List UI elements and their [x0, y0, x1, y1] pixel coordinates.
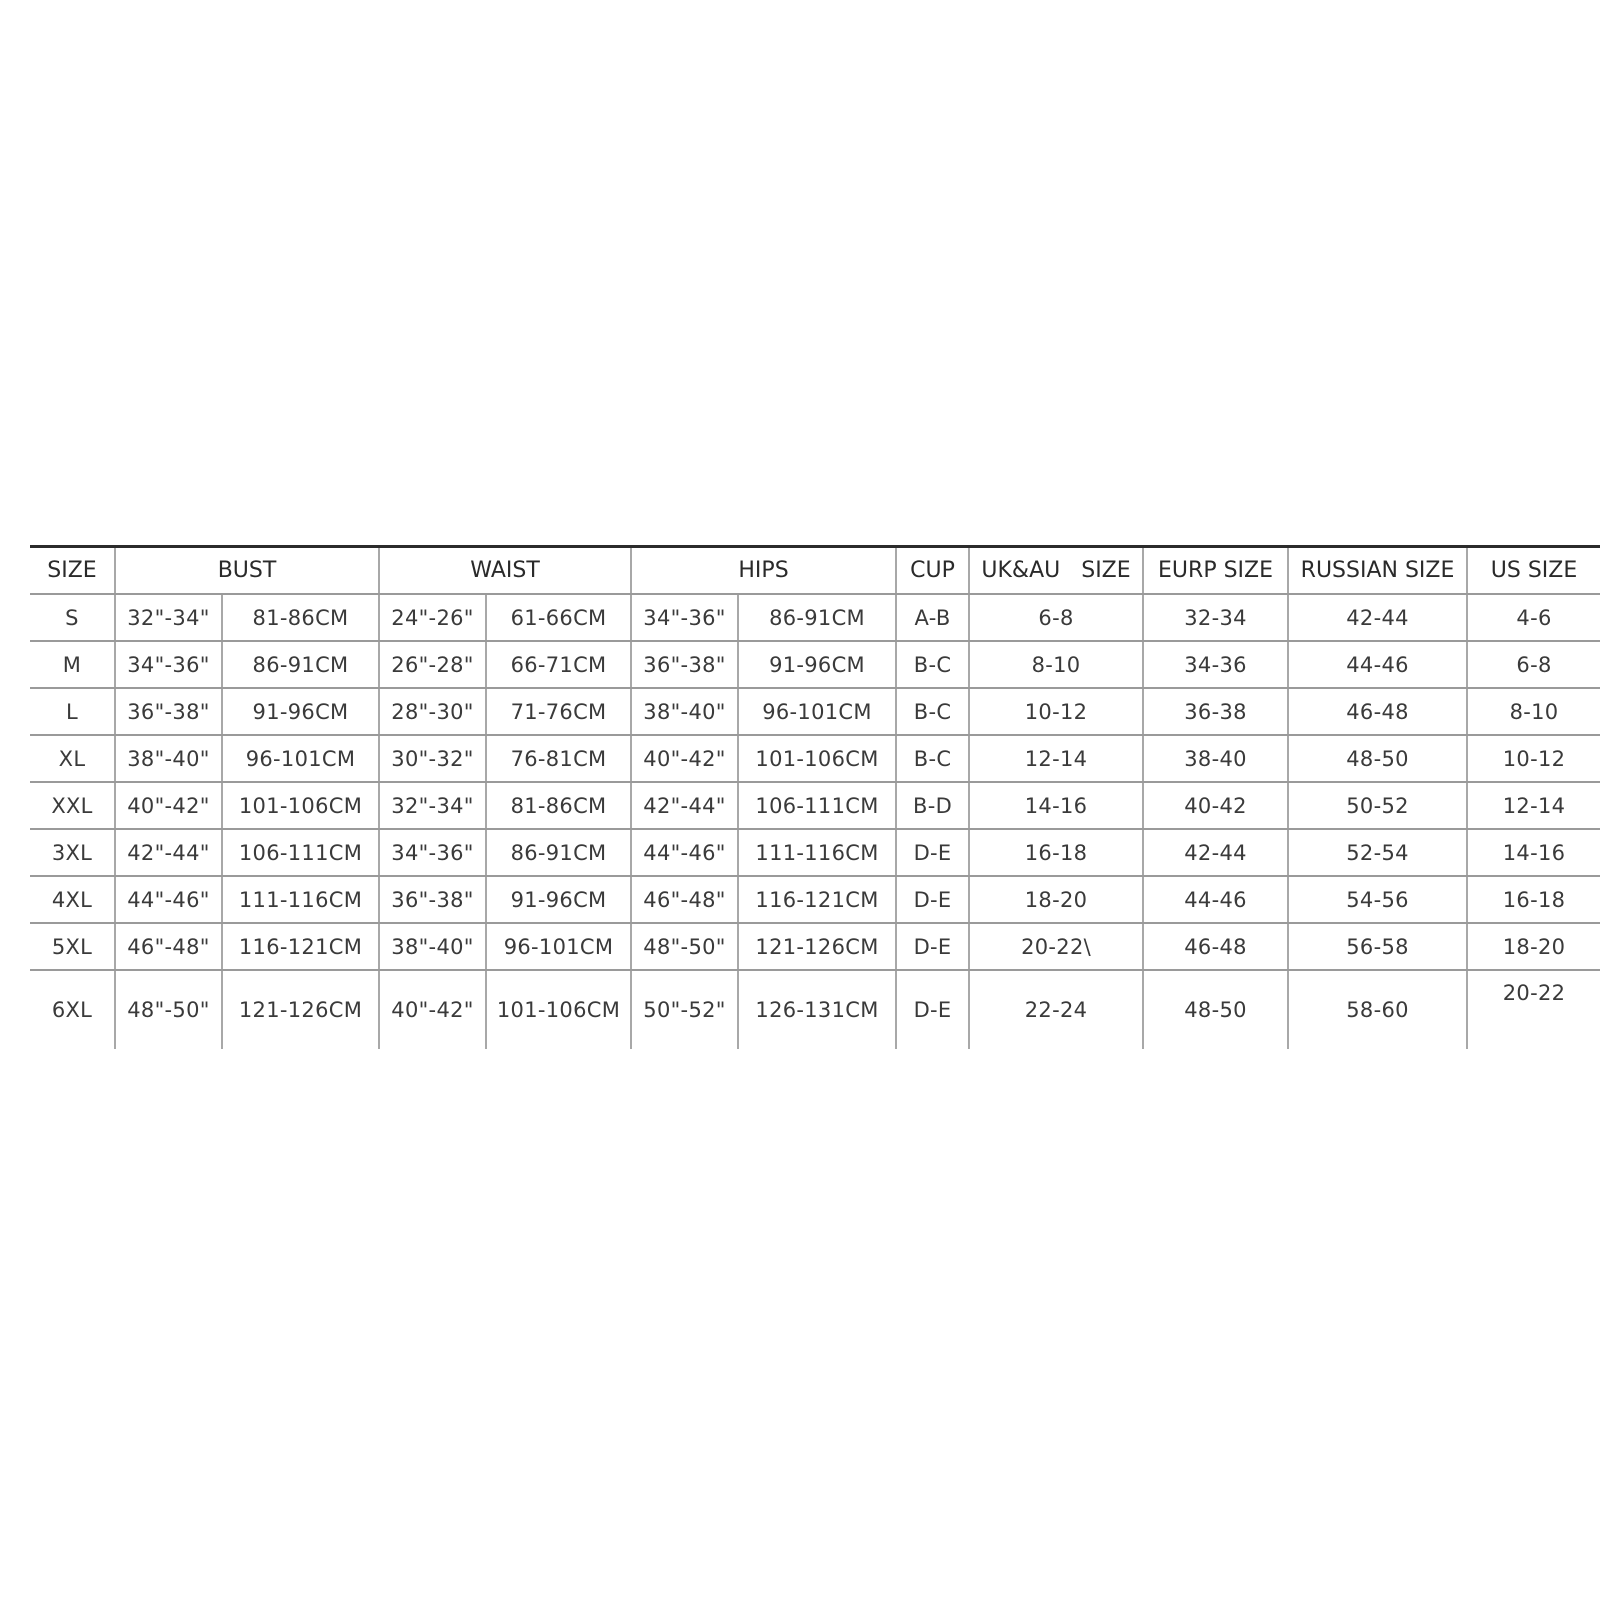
cell-hips-cm: 111-116CM [738, 829, 896, 876]
cell-russian-size: 52-54 [1288, 829, 1467, 876]
cell-bust-cm: 86-91CM [222, 641, 379, 688]
cell-bust-inches: 36"-38" [115, 688, 222, 735]
cell-us-size: 18-20 [1467, 923, 1600, 970]
table-row [30, 970, 1600, 1049]
table-row [30, 641, 1600, 688]
cell-waist-cm: 81-86CM [486, 782, 631, 829]
header-russian-size: RUSSIAN SIZE [1288, 547, 1467, 595]
header-us-size: US SIZE [1467, 547, 1600, 595]
cell-eurp-size: 34-36 [1143, 641, 1288, 688]
cell-uk-au-size: 12-14 [969, 735, 1143, 782]
cell-uk-au-size: 16-18 [969, 829, 1143, 876]
cell-waist-inches: 24"-26" [379, 594, 486, 641]
cell-russian-size: 56-58 [1288, 923, 1467, 970]
cell-waist-cm: 91-96CM [486, 876, 631, 923]
cell-waist-inches: 40"-42" [379, 970, 486, 1049]
cell-bust-cm: 91-96CM [222, 688, 379, 735]
cell-russian-size: 44-46 [1288, 641, 1467, 688]
cell-hips-cm: 121-126CM [738, 923, 896, 970]
cell-us-size: 6-8 [1467, 641, 1600, 688]
cell-uk-au-size: 8-10 [969, 641, 1143, 688]
cell-russian-size: 58-60 [1288, 970, 1467, 1049]
cell-size: M [30, 641, 115, 688]
cell-waist-inches: 28"-30" [379, 688, 486, 735]
cell-cup: B-C [896, 641, 969, 688]
cell-waist-cm: 61-66CM [486, 594, 631, 641]
table-row [30, 688, 1600, 735]
cell-bust-cm: 101-106CM [222, 782, 379, 829]
table-row [30, 782, 1600, 829]
cell-hips-cm: 96-101CM [738, 688, 896, 735]
cell-hips-inches: 36"-38" [631, 641, 738, 688]
cell-size: S [30, 594, 115, 641]
cell-hips-inches: 46"-48" [631, 876, 738, 923]
cell-bust-cm: 81-86CM [222, 594, 379, 641]
cell-uk-au-size: 14-16 [969, 782, 1143, 829]
cell-us-size: 20-22 [1502, 981, 1566, 1005]
cell-russian-size: 50-52 [1288, 782, 1467, 829]
cell-size: XL [30, 735, 115, 782]
cell-us-size: 4-6 [1467, 594, 1600, 641]
cell-bust-cm: 111-116CM [222, 876, 379, 923]
cell-hips-inches: 44"-46" [631, 829, 738, 876]
cell-waist-inches: 36"-38" [379, 876, 486, 923]
table-row [30, 829, 1600, 876]
cell-bust-inches: 34"-36" [115, 641, 222, 688]
cell-uk-au-size: 10-12 [969, 688, 1143, 735]
cell-size: 5XL [30, 923, 115, 970]
cell-hips-cm: 91-96CM [738, 641, 896, 688]
cell-uk-au-size: 20-22\ [969, 923, 1143, 970]
cell-waist-cm: 96-101CM [486, 923, 631, 970]
cell-russian-size: 42-44 [1288, 594, 1467, 641]
cell-cup: D-E [896, 970, 969, 1049]
cell-cup: D-E [896, 876, 969, 923]
cell-hips-cm: 116-121CM [738, 876, 896, 923]
cell-waist-cm: 71-76CM [486, 688, 631, 735]
cell-uk-au-size: 18-20 [969, 876, 1143, 923]
table-row [30, 594, 1600, 641]
cell-size: 3XL [30, 829, 115, 876]
cell-hips-cm: 106-111CM [738, 782, 896, 829]
cell-uk-au-size: 6-8 [969, 594, 1143, 641]
header-bust: BUST [115, 547, 379, 595]
cell-hips-cm: 126-131CM [738, 970, 896, 1049]
header-eurp-size: EURP SIZE [1143, 547, 1288, 595]
cell-us-size: 16-18 [1467, 876, 1600, 923]
cell-waist-cm: 86-91CM [486, 829, 631, 876]
cell-russian-size: 54-56 [1288, 876, 1467, 923]
cell-bust-inches: 38"-40" [115, 735, 222, 782]
header-row [30, 547, 1600, 595]
cell-cup: B-C [896, 735, 969, 782]
cell-eurp-size: 40-42 [1143, 782, 1288, 829]
cell-waist-inches: 30"-32" [379, 735, 486, 782]
cell-cup: D-E [896, 829, 969, 876]
cell-russian-size: 46-48 [1288, 688, 1467, 735]
cell-waist-cm: 101-106CM [486, 970, 631, 1049]
cell-bust-cm: 106-111CM [222, 829, 379, 876]
cell-bust-inches: 42"-44" [115, 829, 222, 876]
cell-uk-au-size: 22-24 [969, 970, 1143, 1049]
cell-eurp-size: 44-46 [1143, 876, 1288, 923]
size-chart-table [30, 545, 1600, 1049]
cell-hips-cm: 101-106CM [738, 735, 896, 782]
header-size: SIZE [30, 547, 115, 595]
cell-waist-inches: 26"-28" [379, 641, 486, 688]
cell-bust-inches: 48"-50" [115, 970, 222, 1049]
header-cup: CUP [896, 547, 969, 595]
cell-bust-cm: 121-126CM [222, 970, 379, 1049]
cell-waist-inches: 38"-40" [379, 923, 486, 970]
cell-eurp-size: 48-50 [1143, 970, 1288, 1049]
cell-hips-inches: 40"-42" [631, 735, 738, 782]
cell-size: 4XL [30, 876, 115, 923]
cell-bust-inches: 44"-46" [115, 876, 222, 923]
cell-eurp-size: 32-34 [1143, 594, 1288, 641]
cell-bust-cm: 116-121CM [222, 923, 379, 970]
size-chart [30, 545, 1600, 1049]
table-row [30, 876, 1600, 923]
cell-waist-cm: 66-71CM [486, 641, 631, 688]
cell-cup: A-B [896, 594, 969, 641]
size-rows [30, 594, 1600, 1049]
cell-bust-inches: 40"-42" [115, 782, 222, 829]
cell-eurp-size: 38-40 [1143, 735, 1288, 782]
cell-hips-inches: 34"-36" [631, 594, 738, 641]
cell-bust-inches: 46"-48" [115, 923, 222, 970]
cell-hips-inches: 48"-50" [631, 923, 738, 970]
cell-eurp-size: 42-44 [1143, 829, 1288, 876]
cell-cup: B-C [896, 688, 969, 735]
cell-us-size: 14-16 [1467, 829, 1600, 876]
cell-russian-size: 48-50 [1288, 735, 1467, 782]
cell-waist-inches: 32"-34" [379, 782, 486, 829]
cell-size: XXL [30, 782, 115, 829]
cell-bust-cm: 96-101CM [222, 735, 379, 782]
cell-eurp-size: 46-48 [1143, 923, 1288, 970]
cell-us-size: 8-10 [1467, 688, 1600, 735]
cell-bust-inches: 32"-34" [115, 594, 222, 641]
cell-size: L [30, 688, 115, 735]
cell-cup: D-E [896, 923, 969, 970]
cell-waist-cm: 76-81CM [486, 735, 631, 782]
table-row [30, 923, 1600, 970]
header-uk-au-size: UK&AU SIZE [969, 547, 1143, 595]
cell-hips-inches: 50"-52" [631, 970, 738, 1049]
cell-hips-cm: 86-91CM [738, 594, 896, 641]
cell-waist-inches: 34"-36" [379, 829, 486, 876]
cell-hips-inches: 38"-40" [631, 688, 738, 735]
cell-us-size: 12-14 [1467, 782, 1600, 829]
cell-cup: B-D [896, 782, 969, 829]
cell-size: 6XL [30, 970, 115, 1049]
cell-hips-inches: 42"-44" [631, 782, 738, 829]
table-row [30, 735, 1600, 782]
cell-us-size: 10-12 [1467, 735, 1600, 782]
header-hips: HIPS [631, 547, 896, 595]
header-waist: WAIST [379, 547, 631, 595]
cell-eurp-size: 36-38 [1143, 688, 1288, 735]
